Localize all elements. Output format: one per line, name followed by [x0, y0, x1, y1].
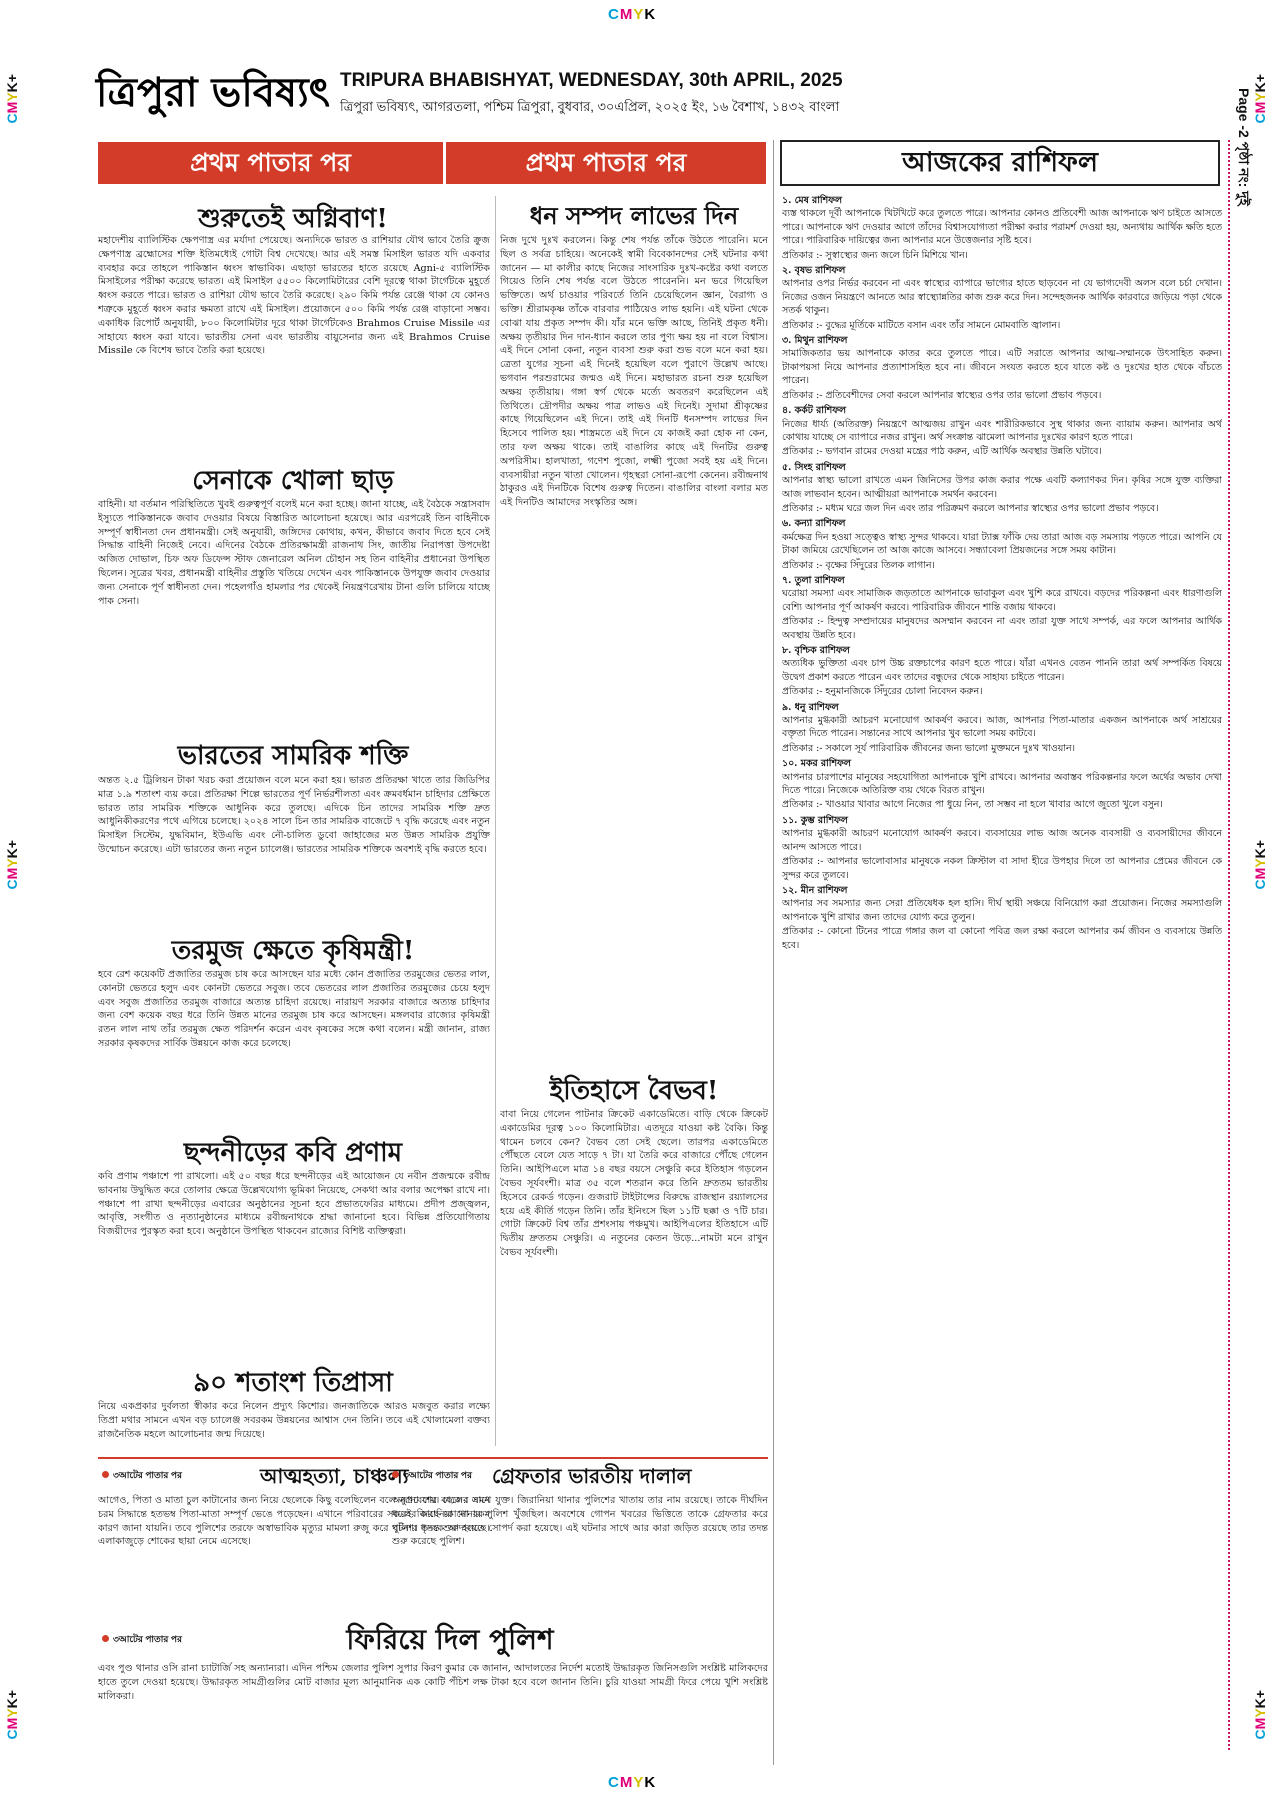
- column-divider: [495, 196, 496, 1446]
- horoscope-remedy: প্রতিকার :- বুদ্ধের মূর্তিকে মাটিতে বসান এবং তাঁর সামনে মোমবাতি জ্বালান।: [782, 319, 1061, 331]
- article-body: কবি প্রণাম পঞ্চাশে পা রাখলো। এই ৫০ বছর ধরে ছন্দনীড়ের এই আয়োজন যে নবীন প্রজন্মকে রবীন্দ্র ভাবনায় উদ্বুদ্ধিত করে তোলার ক্ষেত্রে উল্লেখযোগ্য ভূমিকা নিয়েছে, সেকথা আর বলার অপেক্ষা রাখে না। পঞ্চাশে পা রাখা ছন্দনীড়ের এবারের অনুষ্ঠানের সূচনা হবে প্রভাতফেরির মাধ্যমে। প্রদীপ প্রজ্জ্বলন, আবৃত্তি, সংগীত ও নৃত্যানুষ্ঠানের মাধ্যমে রবীন্দ্রনাথকে শ্রদ্ধা জানানো হবে। বিভিন্ন প্রতিযোগিতায় বিজয়ীদের পুরস্কৃত করা হবে। অনুষ্ঠানে উপস্থিত থাকবেন রাজ্যের বিশিষ্ট ব্যক্তিত্বরা।: [98, 1171, 490, 1238]
- horoscope-sign: ৪. কর্কট রাশিফল: [782, 405, 847, 417]
- cmyk-side-mark: CMYK+: [4, 74, 20, 124]
- headline: ধন সম্পদ লাভের দিন: [529, 201, 739, 230]
- cmyk-side-mark: CMYK+: [4, 1690, 20, 1740]
- horoscope-text: সামাজিকতার ভয় আপনাকে কাতর করে তুলতে পারে। এটি সরাতে আপনার আত্ম-সম্মানকে উৎসাহিত করুন। টাকাপয়সা নিয়ে আপনার প্রত্যাশাসহিত হবে না। জীবনে সংযত করতে হবে যাতে কষ্ট ও দুঃখের হাত থেকে বাঁচতে পারেন।: [782, 348, 1222, 387]
- horoscope-text: আপনার ওপর নির্ভর করবেন না এবং স্বাস্থ্যের ব্যাপারে ভাগ্যের হাতে ছাড়বেন না যে ভাগ্যদেবী অলস বলে চর্চা দেখান। নিজের ওজন নিয়ন্ত্রণে আনতে আর স্বাস্থ্যোন্নতির কাজ শুরু করে দিন। সন্দেহজনক আর্থিক কারবারে জড়িয়ে পড়া থেকে সতর্ক থাকুন।: [782, 278, 1222, 317]
- continued-tag: ৩আটের পাতার পর: [102, 1468, 182, 1483]
- headline: সেনাকে খোলা ছাড়: [192, 466, 394, 496]
- masthead: [96, 62, 1206, 132]
- column-divider: [773, 140, 774, 1765]
- horoscope-sign: ১১. কুম্ভ রাশিফল: [782, 814, 848, 826]
- horoscope-remedy: প্রতিকার :- প্রতিবেশীদের সেবা করলে আপনার স্বাস্থ্যের ওপর তার ভালো প্রভাব পড়বে।: [782, 389, 1102, 401]
- horoscope-remedy: প্রতিকার :- সুস্বাস্থ্যের জন্য জলে চিনি মিশিয়ে খান।: [782, 249, 968, 261]
- horoscope-remedy: প্রতিকার :- হিন্দুত্ব সম্প্রদায়ের মানুষদের অসম্মান করবেন না এবং তারা যুক্ত সাথে সম্পর্ক, এর ফলে আপনার আর্থিক অবস্থায় উন্নতি হবে।: [782, 616, 1222, 641]
- page-number: Page -2 পৃষ্ঠা নং: দুই: [1236, 88, 1252, 206]
- horoscope-sign: ৩. মিথুন রাশিফল: [782, 335, 848, 347]
- horoscope-sign: ৯. ধনু রাশিফল: [782, 701, 839, 713]
- article-body: অনুপ্রবেশের কাজের সাথে যুক্ত। জিরানিয়া থানার পুলিশের খাতায় তার নাম রয়েছে। তাকে দীর্ঘদিন ধরেই জিরানিয়া থানার পুলিশ খুঁজছিল। অবশেষে গোপন খবরের ভিত্তিতে তাকে গ্রেফতার করে পুলিশ। ধৃতকে আদালতে সোপর্দ করা হয়েছে। এই ঘটনার সাথে আর কারা জড়িত রয়েছে তার তদন্ত শুরু করেছে পুলিশ।: [392, 1495, 768, 1548]
- article-body: এবং পুণ্ড থানার ওসি রানা চ্যাটার্জি সহ অন্যান্যরা। এদিন পশ্চিম জেলার পুলিশ সুপার কিরণ কুমার কে জানান, আদালতের নির্দেশ মতোই উদ্ধারকৃত জিনিসগুলি সংশ্লিষ্ট মালিকদের হাতে তুলে দেওয়া হয়েছে। উদ্ধারকৃত সামগ্রীগুলির মোট বাজার মূল্য আনুমানিক এক কোটি পঁচিশ লক্ষ টাকা হবে বলে জানান তিনি। চুরি যাওয়া সামগ্রী ফিরে পেয়ে খুশি সংশ্লিষ্ট মালিকরা।: [98, 1663, 768, 1702]
- horoscope-column: [782, 192, 1222, 1762]
- horoscope-text: আপনার স্বাস্থ্য ভালো রাখতে এমন জিনিসের উপর কাজ করার পক্ষে এবটি কল্যাণকর দিন। কৃষির সঙ্গে যুক্ত ব্যক্তিরা আজ লাভবান হবেন। আত্মীয়রা আপনাকে সমর্থন করবেন।: [782, 475, 1222, 500]
- article-body: নিয়ে একপ্রকার দুর্বলতা স্বীকার করে নিলেন প্রদ্যুৎ কিশোর। জনজাতিকে আরও মজবুত করার লক্ষ্যে তিপ্রা মথার সামনে এখন বড় চ্যালেঞ্জ সবরকম উন্নয়নের আশ্বাস দেন তিনি। তবে এই খোলামেলা বক্তব্য রাজনৈতিক মহলে আলোচনার জন্ম দিয়েছে।: [98, 1401, 490, 1440]
- section-divider: [98, 1457, 768, 1459]
- horoscope-remedy: প্রতিকার :- আপনার ভালোবাসার মানুষকে নকল ক্রিস্টাল বা সাদা হীরে উপহার দিলে তা আপনার প্রেমের জীবনে কে সুন্দর করে তুলবে।: [782, 856, 1222, 881]
- horoscope-sign: ৭. তুলা রাশিফল: [782, 574, 845, 586]
- horoscope-remedy: প্রতিকার :- বৃক্ষের সিঁদুরের তিলক লাগান।: [782, 559, 935, 571]
- horoscope-sign: ১০. মকর রাশিফল: [782, 758, 851, 770]
- headline: গ্রেফতার ভারতীয় দালাল: [492, 1464, 692, 1488]
- front-page-continued-banner: প্রথম পাতার পর: [98, 142, 443, 184]
- horoscope-remedy: প্রতিকার :- খাওয়ার খাবার আগে নিজের পা ধুয়ে নিন, তা সম্ভব না হলে খাবার আগে জুতো খুলে বসুন।: [782, 799, 1163, 811]
- article-body: অন্তত ২.৫ ট্রিলিয়ন টাকা খরচ করা প্রয়োজন বলে মনে করা হয়। ভারত প্রতিরক্ষা খাতে তার জিডিপির মাত্র ১.৯ শতাংশ ব্যয় করে। প্রতিরক্ষা শিল্পে ভারতের পূর্ণ নির্ভরশীলতা এবং ক্রমবর্ধমান চাহিদার প্রেক্ষিতে ভারত তার সামরিক শক্তিকে আধুনিক করে তুলছে। এদিকে চিন তাদের সামরিক শক্তি দ্রুত আধুনিকীকরণের পথে এগিয়ে চলেছে। ২০২৪ সালে চিন তার সামরিক বাজেটে ৭ বৃদ্ধি করেছে এবং নতুন মিসাইল সিস্টেম, যুদ্ধবিমান, ইউএভি এবং নৌ-চালিত ডুবো জাহাজের মত উন্নত সামরিক প্রযুক্তি উন্মোচন করেছে। এটা ভারতের জন্য নতুন চ্যালেঞ্জ। ভারতের সামরিক শক্তিকে অবশ্যই বৃদ্ধি করতে হবে।: [98, 775, 490, 855]
- masthead-subtitle: ত্রিপুরা ভবিষ্যৎ, আগরতলা, পশ্চিম ত্রিপুরা, বুধবার, ৩০এপ্রিল, ২০২৫ ইং, ১৬ বৈশাখ, ১৪৩২ বাংলা: [340, 99, 840, 114]
- horoscope-remedy: প্রতিকার :- ভগবান রামের দেওয়া মন্ত্রের পাঠ করুন, এটি আর্থিক অবস্থার উন্নতি ঘটাবে।: [782, 446, 1102, 458]
- headline: তরমুজ ক্ষেতে কৃষিমন্ত্রী!: [171, 936, 415, 966]
- horoscope-text: আপনার সব সমস্যার জন্য সেরা প্রতিষেধক হল হাসি। দীর্ঘ স্থায়ী সঞ্চয়ে বিনিয়োগ করা প্রয়োজন। নিজের সমস্যাগুলি আপনাকে খুশি রাখার জন্য তাদের যোগ্য করে তুলুন।: [782, 898, 1222, 923]
- headline: ৯০ শতাংশ তিপ্রাসা: [193, 1368, 393, 1398]
- masthead-title: TRIPURA BHABISHYAT, WEDNESDAY, 30th APRIL, 2025: [340, 70, 843, 91]
- continued-tag: ৩আটের পাতার পর: [102, 1632, 182, 1647]
- horoscope-sign: ৬. কন্যা রাশিফল: [782, 518, 846, 530]
- article-body: আগেও, পিতা ও মাতা চুল কাটানোর জন্য নিয়ে ছেলেকে কিছু বলেছিলেন বলে জানা যায়। ছেলের এমন চরম সিদ্ধান্তে হতভম্ব পিতা-মাতা সম্পূর্ণ ভেঙে পড়েছেন। এখানে পরিবারের সকলের কাছে কোনো রকম কারণ জানা যায়নি। তবে পুলিশের তরফে অস্বাভাবিক মৃত্যুর মামলা রুজু করে ঘটনার তদন্ত শুরু হয়েছে। এলাকাজুড়ে শোকের ছায়া নেমে এসেছে।: [98, 1495, 490, 1548]
- horoscope-sign: ৫. সিংহ রাশিফল: [782, 461, 846, 473]
- headline: ছন্দনীড়ের কবি প্রণাম: [183, 1138, 403, 1168]
- horoscope-text: ঘরোয়া সমস্যা এবং সামাজিক জড়তাতে আপনাকে ভাবাকুল এবং খুশি করে রাখবে। বড়দের পরিকল্পনা এবং ধারণাগুলি বেশ্যি আপনার পূর্ণ আকর্ষণ করবে। পারিবারিক জীবনে শান্তি বজায় থাকবে।: [782, 588, 1222, 613]
- horoscope-text: আপনার মুগ্ধকারী আচরণ মনোযোগ আকর্ষণ করবে। আজ, আপনার পিতা-মাতার একজন আপনাকে অর্থ সাশ্রয়ের বক্তৃতা দিতে পারেন। সন্তানের সাথে আপনার খুব ভালো সময় কাটবে।: [782, 715, 1222, 740]
- horoscope-text: কর্মক্ষেত্র দিন হওয়া সত্ত্বেও স্বাস্থ্য সুন্দর থাকবে। যারা ট্যাক্স ফাঁকি দেয় তারা আজ বড় সমস্যায় পড়তে পারে। আপনি যে টাকা জমিয়ে রেখেছিলেন তা আজ কাজে আসবে। সন্ধ্যাবেলা প্রিয়জনের সঙ্গে সময় কাটান।: [782, 531, 1222, 557]
- cmyk-side-mark: CMYK+: [1252, 74, 1268, 124]
- divider: [1228, 140, 1230, 1750]
- article-body: মহাদেশীয় ব্যালিস্টিক ক্ষেপণাস্ত্র এর মর্যাদা পেয়েছে। অন্যদিকে ভারত ও রাশিয়ার যৌথ ভাবে তৈরি ক্রুজ ক্ষেপণাস্ত্র ব্রহ্মোসের শক্তি ইতিমধ্যেই গোটা বিশ্ব দেখেছে। আর এই সমস্ত মিসাইল ভারত যদি একবার ব্যবহার করে তাহলে পাকিস্তান ধ্বংস স্বাভাবিক। এছাড়া ভারতের হাতে রয়েছে Agni-৫ ব্যালিস্টিক মিসাইলের পরীক্ষা করেছে ভারত। এই মিসাইল ৫৫০০ কিলোমিটারের বেশি দূরত্বে থাকা টার্গেটকে মুহূর্তে ধ্বংস করতে পারে। ভারত ও রাশিয়া যৌথ ভাবে তৈরি করেছে। ২৯০ কিমি পর্যন্ত রেঞ্জে থাকা যে কোনও শত্রুকে মুহূর্তে ধ্বংস করার ক্ষমতা রাখে এই মিসাইল। প্রয়োজনে ৫০০ কিমি পর্যন্ত রেঞ্জ বাড়ানো সম্ভব। একাধিক রিপোর্ট অনুযায়ী, ৮০০ কিলোমিটার দূরে থাকা টার্গেটকেও Brahmos Cruise Missile এর সাহায্যে ধ্বংস করা যাবে। ভারতীয় সেনা এবং ভারতীয় বায়ুসেনার জন্য এই Brahmos Cruise Missile কে বিশেষ ভাবে তৈরি করা হয়েছে।: [98, 235, 490, 357]
- cmyk-side-mark: CMYK+: [4, 840, 20, 890]
- front-page-continued-banner: প্রথম পাতার পর: [446, 142, 766, 184]
- horoscope-remedy: প্রতিকার :- হনুমানজিকে সিঁদুরের চোলা নিবেদন করুন।: [782, 686, 983, 698]
- headline: ইতিহাসে বৈভব!: [549, 1076, 719, 1106]
- article-body: নিজ দুখে দুঃখ করলেন। কিন্তু শেষ পর্যন্ত তাঁকে উঠতে পারেনি। মনে ছিল ও সর্বত্র চাহিয়ে। অনেকেই স্বামী বিবেকানন্দের সেই ঘটনার কথা জানেন — মা কালীর কাছে নিজের সাংসারিক দুঃখ-কষ্টের কথা বলতে গিয়েও তিনি শেষ পর্যন্ত বলে উঠতে পারেননি। মন ভরে গিয়েছিল ভক্তিতে। অর্থ চাওয়ার পরিবর্তে তিনি চেয়েছিলেন জ্ঞান, বৈরাগ্য ও ভক্তি। শ্রীরামকৃষ্ণ তাঁকে বারবার পাঠিয়েও লাভ হয়নি। এই ঘটনা থেকে বোঝা যায় প্রকৃত সম্পদ কী। যাঁর মনে ভক্তি আছে, তিনিই প্রকৃত ধনী। অক্ষয় তৃতীয়ার দিন দান-ধ্যান করলে তার পুণ্য ক্ষয় হয় না বলে বিশ্বাস। এই দিনে সোনা কেনা, নতুন ব্যবসা শুরু করা শুভ বলে মনে করা হয়। ত্রেতা যুগের সূচনা এই দিনেই হয়েছিল বলে পুরাণে উল্লেখ আছে। ভগবান পরশুরামের জন্মও এই দিনে। মহাভারত রচনা শুরু হয়েছিল অক্ষয় তৃতীয়ায়। গঙ্গা স্বর্গ থেকে মর্ত্যে অবতরণ করেছিলেন এই তিথিতে। দ্রৌপদীর অক্ষয় পাত্র লাভও এই দিনেই। সুদামা শ্রীকৃষ্ণের কাছে গিয়েছিলেন এই দিনে। তাই এই দিনটি ধনসম্পদ লাভের দিন হিসেবে পালিত হয়। শাস্ত্রমতে এই দিনে যে কাজই করা হোক না কেন, তার ফল অক্ষয় থাকে। তাই বাঙালির কাছে এই দিনটির গুরুত্ব অপরিসীম। হালখাতা, গণেশ পুজো, লক্ষ্মী পুজো সবই হয় এই দিনে। ব্যবসায়ীরা নতুন খাতা খোলেন। গৃহস্থরা সোনা-রূপো কেনেন। রবীন্দ্রনাথ ঠাকুরও এই দিনটিকে বিশেষ গুরুত্ব দিতেন। বাঙালির বাংলা বলার মত এই দিনটিও আমাদের সংস্কৃতির অঙ্গ।: [500, 235, 768, 509]
- newspaper-logo: ত্রিপুরা ভবিষ্যৎ: [96, 69, 331, 116]
- horoscope-remedy: প্রতিকার :- সকালে সূর্য পারিবারিক জীবনের জন্য ভালো মুক্তমনে দুঃখ খাওয়ান।: [782, 742, 1075, 754]
- horoscope-sign: ৮. বৃশ্চিক রাশিফল: [782, 645, 850, 656]
- cmyk-side-mark: CMYK+: [1252, 1690, 1268, 1740]
- horoscope-text: অত্যধিক ভুক্তিতা এবং চাপ উচ্চ রক্তচাপের কারণ হতে পারে। যাঁরা এখনও বেতন পাননি তারা অর্থ সম্পর্কিত বিষয়ে উদ্বেগ প্রকাশ করতে পারেন এবং তাদের বন্ধুদের থেকে সাহায্য চাইতে পারেন।: [782, 658, 1222, 683]
- cmyk-side-mark: CMYK+: [1252, 840, 1268, 890]
- article-body: হবে রেশ কয়েকটি প্রজাতির তরমুজ চাষ করে আসছেন যার মধ্যে কোন প্রজাতির তরমুজের ভেতর লাল, কোনটা ভেতরে হলুদ এবং কোনটা ভেতরে সবুজ। তবে ভেতরের লাল প্রজাতির তরমুজের চেয়ে হলুদ এবং সবুজ প্রজাতির তরমুজ বাজারে অত্যন্ত চাহিদা রয়েছে। নারায়ণ সরকার বাজারে অত্যন্ত চাহিদার জন্য বেশ কয়েক বছর ধরে তিনি উন্নত মানের তরমুজ চাষ করে আসছেন। মঙ্গলবার রাজ্যের কৃষিমন্ত্রী রতন লাল নাথ তাঁর তরমুজ ক্ষেত পরিদর্শন করেন এবং কৃষকের সঙ্গে কথা বলেন। মন্ত্রী জানান, রাজ্য সরকার কৃষকদের সার্বিক উন্নয়নে কাজ করে চলেছে।: [98, 969, 490, 1049]
- horoscope-text: ব্যস্ত থাকলে দূর্বী আপনাকে খিটখিটে করে তুলতে পারে। আপনার কোনও প্রতিবেশী আজ আপনাকে ঋণ চাইতে আসতে পারে। আপনাকে ঋণ দেওয়ার আগে তাঁদের বিশ্বাসযোগ্যতা পরীক্ষা করার পরামর্শ দেওয়া হয়, অন্যথায় আর্থিক ক্ষতি হতে পারে। পারিবারিক দায়িত্বের জন্য আপনার মনে উত্তেজনার সৃষ্টি হবে।: [782, 208, 1222, 247]
- horoscope-text: নিজের ধার্য্য (অতিরক্ত) নিয়ন্ত্রণে আত্মজয় রাখুন এবং শারীরিকভাবে সুস্থ থাকার জন্য ব্যায়াম করুন। আপনার অর্থ কোথায় যাচ্ছে সে ব্যাপারে নজর রাখুন। অর্থ সংক্রান্ত ঝামেলা আপনার দুঃখের কারণ হতে পারে।: [782, 418, 1222, 443]
- headline: আত্মহত্যা, চাঞ্চল্য: [260, 1464, 409, 1488]
- headline: ভারতের সামরিক শক্তি: [177, 741, 409, 771]
- horoscope-text: আপনার মুগ্ধকারী আচরণ মনোযোগ আকর্ষণ করবে। ব্যবসায়ের লাভ আজ অনেক ব্যবসায়ী ও ব্যবসায়ীদের জীবনে আনন্দ আসতে পারে।: [782, 828, 1222, 853]
- cmyk-mark-bottom: CMYK: [608, 1774, 657, 1791]
- article-body: বাবা নিয়ে গেলেন পাটনার ক্রিকেট একাডেমিতে। বাড়ি থেকে ক্রিকেট একাডেমির দূরত্ব ১০০ কিলোমিটার। এতদূরে যাওয়া কষ্ট বৈকি। কিন্তু থামেন চলবে কেন? বৈভব তো সেই ছেলে। তারপর একাডেমিতে পৌঁছতে বেলে যেত সাড়ে ৭ টা। যা তৈরি করে বাজারে পৌঁছে গেলেন তিনি। আইপিএলে মাত্র ১৪ বছর বয়সে সেঞ্চুরি করে ইতিহাস গড়লেন বৈভব সূর্যবংশী। মাত্র ৩৫ বলে শতরান করে তিনি দ্রুততম ভারতীয় হিসেবে রেকর্ড গড়েন। গুজরাট টাইটান্সের বিরুদ্ধে রাজস্থান রয়্যালসের হয়ে এই কীর্তি গড়েন তিনি। তাঁর ইনিংসে ছিল ১১টি ছক্কা ও ৭টি চার। গোটা ক্রিকেট বিশ্ব তাঁর প্রশংসায় পঞ্চমুখ। আইপিএলের ইতিহাসে এটি দ্বিতীয় দ্রুততম সেঞ্চুরি। এ নতুনের কেতন উড়ে...নামটা মনে রাখুন বৈভব সূর্যবংশী।: [500, 1109, 768, 1258]
- horoscope-banner: আজকের রাশিফল: [780, 140, 1220, 186]
- horoscope-sign: ২. বৃষভ রাশিফল: [782, 265, 846, 277]
- horoscope-remedy: প্রতিকার :- কোনো টিনের পাত্রে গঙ্গার জল বা কোনো পবিত্র জল রক্ষা করলে আপনার কর্ম জীবন ও ব্যবসায়ে উন্নতি হবে।: [782, 926, 1222, 951]
- headline: ফিরিয়ে দিল পুলিশ: [346, 1623, 554, 1656]
- headline: শুরুতেই অগ্নিবাণ!: [198, 204, 388, 234]
- horoscope-sign: ১২. মীন রাশিফল: [782, 884, 848, 896]
- horoscope-text: আপনার চারপাশের মানুষের সহযোগিতা আপনাকে খুশি রাখবে। আপনার অবাস্তব পরিকল্পনার ফলে অর্থের অভাব দেখা দিতে পারে। নিজেকে অতিরিক্ত ব্যয় থেকে বিরত রাখুন।: [782, 771, 1222, 797]
- cmyk-mark-top: CMYK: [608, 6, 657, 23]
- horoscope-remedy: প্রতিকার :- মধ্যম ঘরে জল দিন এবং তার পরিক্রমণ করলে আপনার স্বাস্থ্যের ওপর ভালো প্রভাব পড়বে।: [782, 502, 1159, 514]
- article-body: বাহিনী। যা বর্তমান পরিস্থিতিতে খুবই গুরুত্বপূর্ণ বলেই মনে করা হচ্ছে। জানা যাচ্ছে, এই বৈঠকে সন্ত্রাসবাদ ইস্যুতে পাকিস্তানকে জবাব দেওয়ার বিষয়ে বিস্তারিত আলোচনা হয়েছে। আর এরপরেই তিন বাহিনীকে সম্পূর্ণ স্বাধীনতা দেন প্রধানমন্ত্রী। সেই অনুযায়ী, জঙ্গিদের কোথায়, কখন, কীভাবে জবাব দিতে হবে সেই সিদ্ধান্ত বাহিনী নিজেই নেবে। এদিনের বৈঠকে প্রতিরক্ষামন্ত্রী রাজনাথ সিং, জাতীয় নিরাপত্তা উপদেষ্টা অজিত দোভাল, চিফ অফ ডিফেন্স স্টাফ জেনারেল অনিল চৌহান সহ তিন বাহিনীর প্রধানেরা উপস্থিত ছিলেন। সূত্রের খবর, প্রধানমন্ত্রী বাহিনীর প্রস্তুতি খতিয়ে দেখেন এবং পাকিস্তানকে উপযুক্ত জবাব দেওয়ার জন্য সেনাকে পূর্ণ স্বাধীনতা দেন। পহেলগাঁও হামলার পর থেকেই নিয়ন্ত্রণরেখায় টানা গুলি চালিয়ে যাচ্ছে পাক সেনা।: [98, 499, 490, 607]
- horoscope-sign: ১. মেষ রাশিফল: [782, 195, 842, 206]
- continued-tag: ৩আটের পাতার পর: [392, 1468, 472, 1483]
